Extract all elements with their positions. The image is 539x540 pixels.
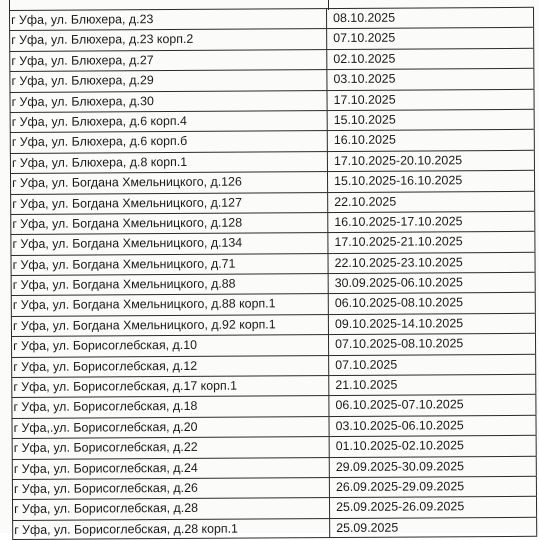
date-cell: 25.09.2025-26.09.2025 [330,497,537,518]
table-row [11,353,536,377]
address-cell: г Уфа, ул. Борисоглебская, д.22 [12,437,330,458]
address-cell: г Уфа, ул. Борисоглебская, д.24 [12,458,330,479]
table-row [11,313,536,337]
date-cell: 09.10.2025-14.10.2025 [329,314,536,335]
table-row [10,211,535,235]
address-cell: г Уфа, ул. Богдана Хмельницкого, д.127 [10,193,328,214]
date-cell: 02.10.2025 [327,49,534,70]
table-row [11,394,536,418]
table-row [12,517,537,540]
date-cell: 25.09.2025 [330,518,537,538]
address-cell: г Уфа, ул. Борисоглебская, д.28 корп.1 [12,519,330,539]
address-cell: г Уфа, ул. Богдана Хмельницкого, д.88 [11,274,329,295]
date-cell: 06.10.2025-08.10.2025 [329,293,536,314]
table-row [10,150,535,174]
table-row [10,129,535,153]
address-cell: г Уфа,.ул. Борисоглебская, д.20 [11,417,329,438]
address-cell: г Уфа, ул. Блюхера, д.8 корп.1 [10,152,328,173]
table-row [11,374,536,398]
date-cell: 16.10.2025 [328,130,535,151]
table-row [9,27,534,51]
table-row [11,333,536,357]
address-cell: г Уфа, ул. Богдана Хмельницкого, д.128 [10,213,328,234]
address-cell: г Уфа, ул. Борисоглебская, д.26 [12,478,330,499]
table-row [10,231,535,255]
date-cell: 15.10.2025-16.10.2025 [328,171,535,192]
date-cell: 17.10.2025-21.10.2025 [328,232,535,253]
date-cell: 01.10.2025-02.10.2025 [330,436,537,457]
date-cell: 15.10.2025 [328,110,535,131]
table-row [9,7,534,31]
date-cell: 07.10.2025 [329,354,536,375]
address-cell: г Уфа, ул. Борисоглебская, д.12 [11,356,329,377]
address-cell: г Уфа, ул. Борисоглебская, д.18 [11,396,329,417]
address-cell: г Уфа, ул. Борисоглебская, д.10 [11,335,329,356]
address-cell: г Уфа, ул. Блюхера, д.23 корп.2 [9,29,327,50]
date-cell: 29.09.2025-30.09.2025 [330,456,537,477]
address-cell: г Уфа, ул. Богдана Хмельницкого, д.126 [10,172,328,193]
address-cell: г Уфа, ул. Борисоглебская, д.28 [12,498,330,519]
address-cell: г Уфа, ул. Блюхера, д.6 корп.б [10,131,328,152]
address-cell: г Уфа, ул. Блюхера, д.27 [9,50,327,71]
date-cell: 22.10.2025-23.10.2025 [328,252,535,273]
date-cell: 30.09.2025-06.10.2025 [329,273,536,294]
table-row [12,435,537,459]
date-cell: 22.10.2025 [328,191,535,212]
date-cell: 17.10.2025-20.10.2025 [328,151,535,172]
address-cell: г Уфа, ул. Богдана Хмельницкого, д.92 корп.1 [11,315,329,336]
table-row [11,415,536,439]
date-cell: 26.09.2025-29.09.2025 [330,477,537,498]
address-cell: г Уфа, ул. Борисоглебская, д.17 корп.1 [11,376,329,397]
address-cell: г Уфа, ул. Блюхера, д.6 корп.4 [10,111,328,132]
table-row [11,292,536,316]
table-row [11,272,536,296]
date-cell: 17.10.2025 [327,89,534,110]
table-row [10,251,535,275]
address-cell: г Уфа, ул. Богдана Хмельницкого, д.88 корп.1 [11,295,329,316]
table-row [10,170,535,194]
date-cell: 16.10.2025-17.10.2025 [328,212,535,233]
table-row [10,190,535,214]
address-cell: г Уфа, ул. Богдана Хмельницкого, д.134 [10,233,328,254]
date-cell: 07.10.2025 [327,28,534,49]
date-cell: 06.10.2025-07.10.2025 [329,395,536,416]
date-cell: 03.10.2025-06.10.2025 [329,416,536,437]
address-cell: г Уфа, ул. Блюхера, д.29 [9,70,327,91]
table-row [12,496,537,520]
date-cell: 03.10.2025 [327,69,534,90]
address-cell: г Уфа, ул. Богдана Хмельницкого, д.71 [11,254,329,275]
table-row [12,476,537,500]
table-row [9,68,534,92]
address-cell: г Уфа, ул. Блюхера, д.30 [10,91,328,112]
table-row [9,88,534,112]
date-cell: 21.10.2025 [329,375,536,396]
date-cell: 07.10.2025-08.10.2025 [329,334,536,355]
table-row [12,455,537,479]
address-cell: г Уфа, ул. Блюхера, д.23 [9,9,327,30]
table-row [10,109,535,133]
address-schedule-table [9,7,537,540]
table-row [9,48,534,72]
date-cell: 08.10.2025 [327,8,534,29]
